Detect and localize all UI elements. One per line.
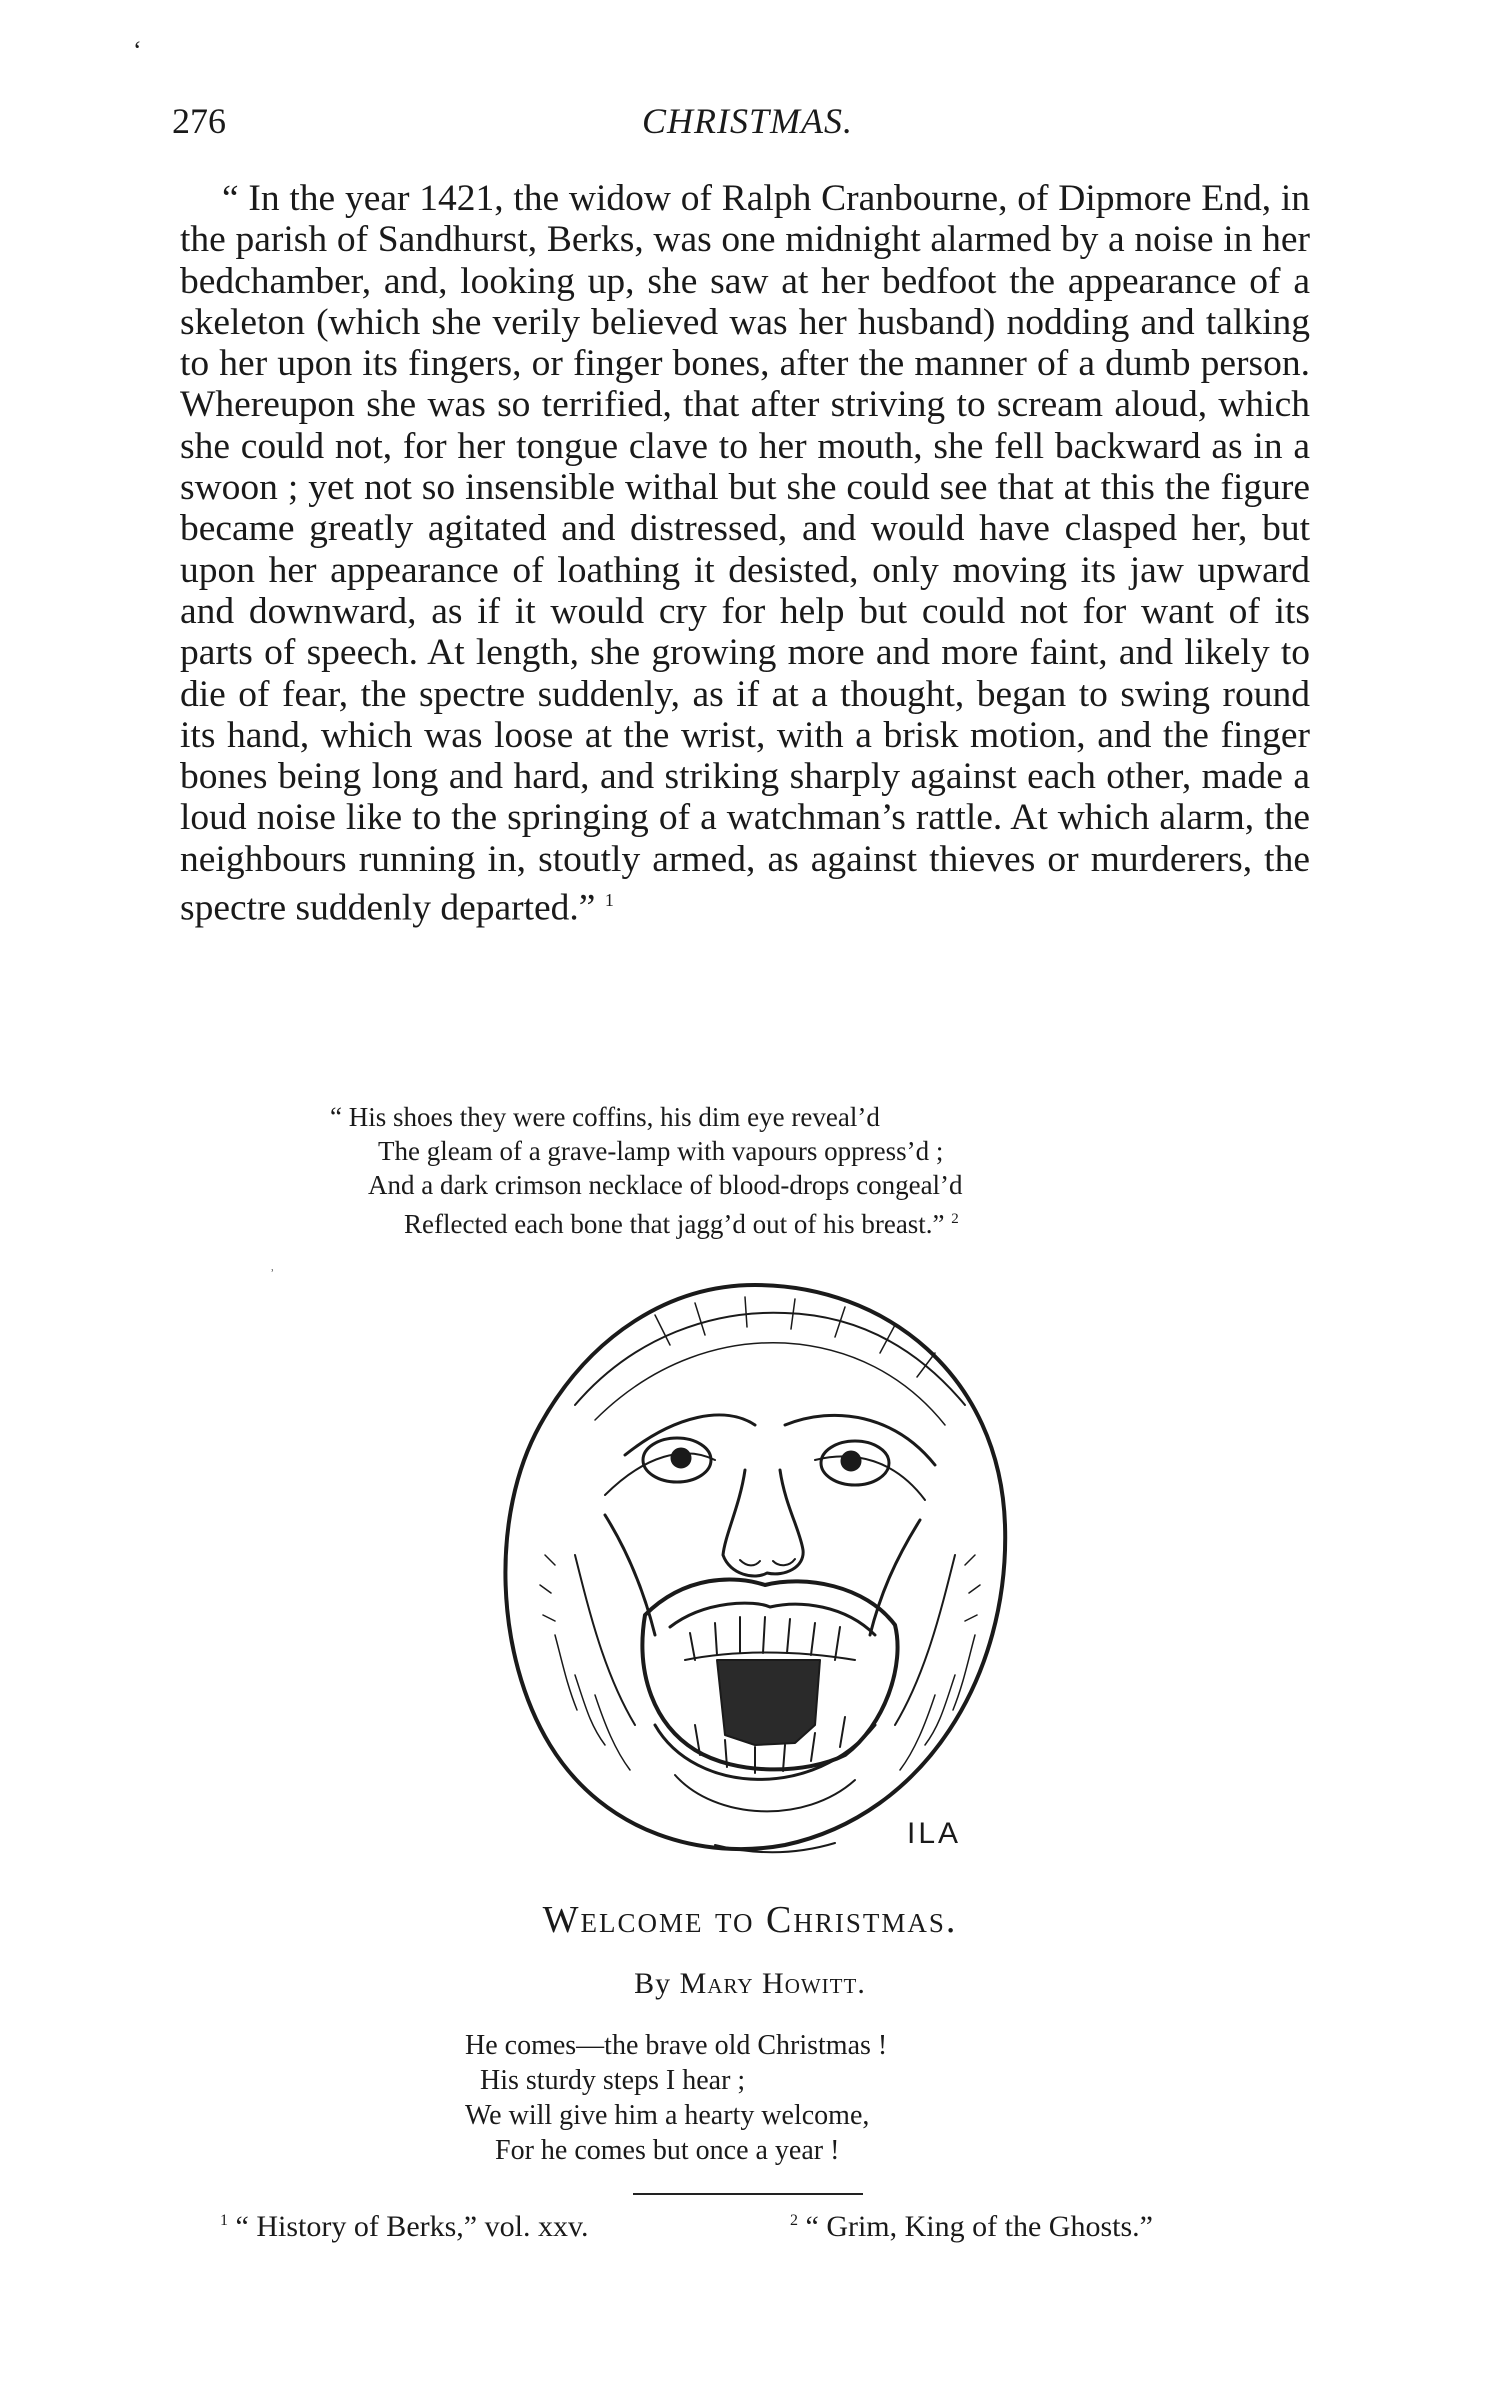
poem-byline [0, 1967, 1500, 2001]
page-number: 276 [172, 101, 226, 141]
nose [723, 1470, 803, 1576]
footnote-ref-2: 2 [951, 1211, 959, 1227]
footnote-divider [633, 2193, 863, 2195]
footnote-marker: 1 [220, 2212, 228, 2229]
poem-title: Welcome to Christmas. [542, 1899, 958, 1941]
verse-line: The gleam of a grave-lamp with vapours oppress’d ; [378, 1136, 944, 1166]
verse-line: And a dark crimson necklace of blood-drops congeal’d [368, 1170, 963, 1200]
poem-stanza [465, 2028, 1065, 2168]
poem-author: Mary Howitt. [679, 1967, 866, 2000]
verse-line: “ His shoes they were coffins, his dim eye reveal’d [330, 1102, 880, 1132]
illustrator-signature: ILA [907, 1817, 962, 1850]
footnote-text: “ History of Berks,” vol. xxv. [235, 2210, 589, 2243]
footnote-text: “ Grim, King of the Ghosts.” [805, 2210, 1153, 2243]
byline-prefix: By [634, 1967, 672, 2000]
main-passage [180, 178, 1310, 929]
verse-quote [330, 1100, 1230, 1241]
poem-line: His sturdy steps I hear ; [480, 2065, 746, 2096]
stray-print-mark-small: ʾ [270, 1268, 275, 1283]
skull-face-illustration [455, 1255, 1055, 1875]
footnote-ref-1: 1 [604, 890, 614, 911]
main-passage-text: “ In the year 1421, the widow of Ralph Cranbourne, of Dipmore End, in the parish of Sandhurst, Berks, was one midnight alarmed by a noise in her bedchamber, and, looking up, she saw at her bedfoot the appearance of a skeleton (which she verily believed was her husband) nodding and talking to her upon its fingers, or finger bones, after the manner of a dumb person. Whereupon she was so terrified, that after striving to scream aloud, which she could not, for her tongue clave to her mouth, she fell backward as in a swoon ; yet not so insensible withal but she could see that at this the figure became greatly agitated and distressed, and would have clasped her, but upon her appearance of loathing it desisted, only moving its jaw upward and downward, as if it would cry for help but could not for want of its parts of speech. At length, she growing more and more faint, and likely to die of fear, the spectre suddenly, as if at a thought, began to swing round its hand, which was loose at the wrist, with a brisk motion, and the finger bones being long and hard, and striking sharply against each other, made a loud noise like to the springing of a watchman’s rattle. At which alarm, the neighbours running in, stoutly armed, as against thieves or murderers, the spectre suddenly departed.” [180, 178, 1310, 929]
footnote-marker: 2 [790, 2212, 798, 2229]
running-head [172, 100, 1302, 150]
footnote-1 [220, 2210, 589, 2244]
verse-line-text: Reflected each bone that jagg’d out of his breast.” [404, 1209, 945, 1239]
poem-line: He comes—the brave old Christmas ! [465, 2030, 888, 2061]
poem-line: For he comes but once a year ! [495, 2135, 840, 2166]
stray-print-mark: ‘ [133, 36, 142, 65]
poem-line: We will give him a hearty welcome, [465, 2100, 870, 2131]
footnote-2 [790, 2210, 1153, 2244]
verse-line [330, 1202, 1230, 1241]
running-title: CHRISTMAS. [642, 101, 853, 141]
